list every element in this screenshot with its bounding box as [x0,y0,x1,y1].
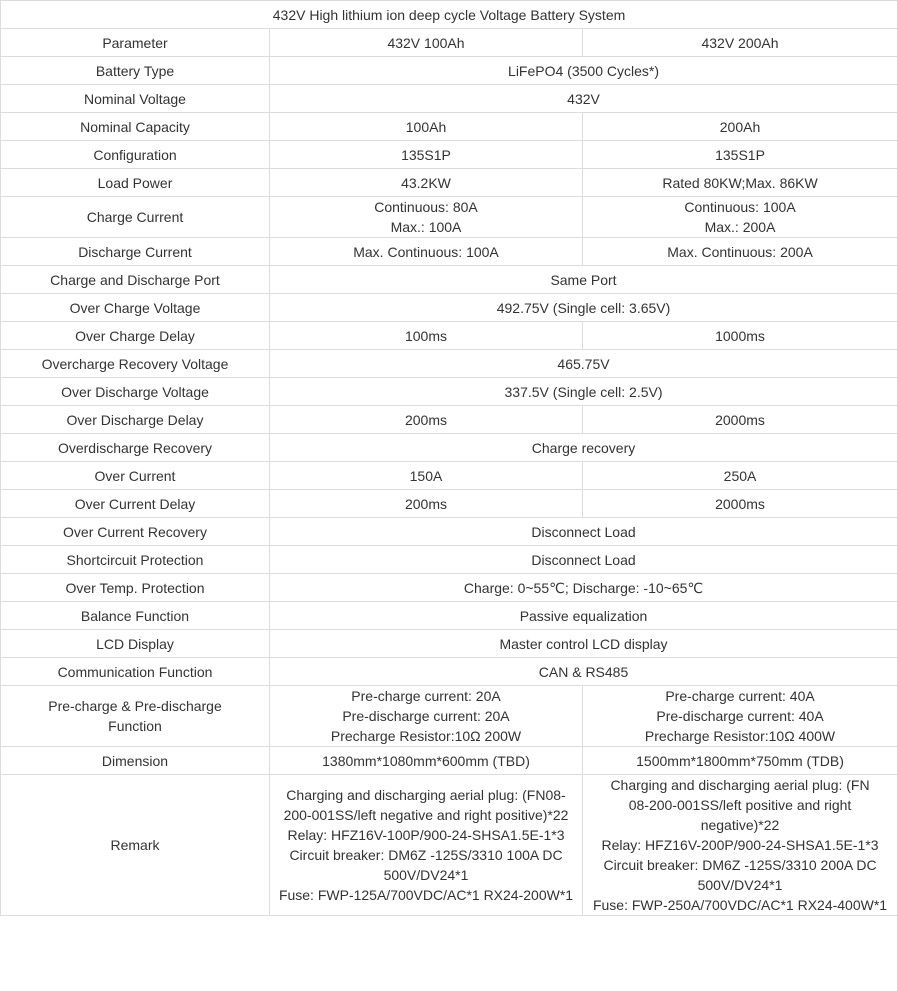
value-line: Fuse: FWP-250A/700VDC/AC*1 RX24-400W*1 [592,897,888,913]
row-label: Overdischarge Recovery [1,434,270,462]
row-label: Remark [1,775,270,916]
row-value-a [270,686,583,747]
table-row [1,574,897,602]
value-line: Circuit breaker: DM6Z -125S/3310 100A DC [289,847,563,863]
table-row [1,294,897,322]
value-line: 500V/DV24*1 [383,867,469,883]
row-shared-value: 337.5V (Single cell: 2.5V) [270,378,897,406]
table-row [1,462,897,490]
row-label: Over Charge Voltage [1,294,270,322]
table-row [1,169,897,197]
label-line: Function [108,718,162,734]
row-value-a: 100ms [270,322,583,350]
row-label: Load Power [1,169,270,197]
row-value-b: Max. Continuous: 200A [583,238,897,266]
table-row [1,141,897,169]
value-line: 08-200-001SS/left positive and right [628,797,852,813]
table-row [1,113,897,141]
value-line: 200-001SS/left negative and right positive)*22 [283,807,569,823]
row-shared-value: Master control LCD display [270,630,897,658]
row-shared-value: LiFePO4 (3500 Cycles*) [270,57,897,85]
row-shared-value: Same Port [270,266,897,294]
row-label: LCD Display [1,630,270,658]
row-label: Dimension [1,747,270,775]
table-row [1,775,897,916]
row-label: Shortcircuit Protection [1,546,270,574]
row-value-b: 1500mm*1800mm*750mm (TDB) [583,747,897,775]
row-value-b [583,686,897,747]
value-line: Pre-charge current: 20A [351,688,501,704]
row-value-a [270,197,583,238]
row-label: Charge Current [1,197,270,238]
row-value-b: 2000ms [583,490,897,518]
table-row [1,686,897,747]
row-shared-value: Charge: 0~55℃; Discharge: -10~65℃ [270,574,897,602]
row-value-b: 250A [583,462,897,490]
table-row [1,406,897,434]
label-line: Pre-charge & Pre-discharge [48,698,222,714]
value-line: Precharge Resistor:10Ω 200W [330,728,522,744]
value-line: Pre-discharge current: 40A [656,708,824,724]
value-line: Relay: HFZ16V-200P/900-24-SHSA1.5E-1*3 [601,837,879,853]
row-label: Charge and Discharge Port [1,266,270,294]
row-label: Battery Type [1,57,270,85]
row-shared-value: Disconnect Load [270,546,897,574]
row-value-a: 1380mm*1080mm*600mm (TBD) [270,747,583,775]
table-row [1,266,897,294]
table-row [1,322,897,350]
header-model-b: 432V 200Ah [583,29,897,57]
row-value-a: 100Ah [270,113,583,141]
table-row [1,546,897,574]
value-line: Charging and discharging aerial plug: (FN08- [286,787,566,803]
value-line: Charging and discharging aerial plug: (FN [610,777,870,793]
row-label: Over Discharge Voltage [1,378,270,406]
table-row [1,350,897,378]
row-value-b [583,197,897,238]
value-line: Continuous: 100A [684,199,796,215]
row-shared-value: 432V [270,85,897,113]
row-label [1,686,270,747]
table-row [1,747,897,775]
table-row [1,238,897,266]
row-value-a: Max. Continuous: 100A [270,238,583,266]
value-line: Precharge Resistor:10Ω 400W [644,728,836,744]
row-label: Over Current Recovery [1,518,270,546]
header-model-a: 432V 100Ah [270,29,583,57]
row-label: Nominal Voltage [1,85,270,113]
row-label: Over Charge Delay [1,322,270,350]
value-line: Pre-discharge current: 20A [342,708,510,724]
value-line: Max.: 100A [390,219,462,235]
row-shared-value: CAN & RS485 [270,658,897,686]
header-parameter: Parameter [1,29,270,57]
table-title: 432V High lithium ion deep cycle Voltage Battery System [1,1,897,29]
row-value-b [583,775,897,916]
row-value-a: 200ms [270,406,583,434]
row-label: Balance Function [1,602,270,630]
value-line: Fuse: FWP-125A/700VDC/AC*1 RX24-200W*1 [278,887,574,903]
value-line: 500V/DV24*1 [697,877,783,893]
row-value-a: 200ms [270,490,583,518]
row-label: Overcharge Recovery Voltage [1,350,270,378]
table-row [1,85,897,113]
row-label: Nominal Capacity [1,113,270,141]
row-label: Over Current [1,462,270,490]
row-value-b: 200Ah [583,113,897,141]
row-value-b: 2000ms [583,406,897,434]
table-row [1,197,897,238]
table-row [1,57,897,85]
value-line: Pre-charge current: 40A [665,688,815,704]
table-row [1,658,897,686]
row-label: Over Current Delay [1,490,270,518]
row-label: Configuration [1,141,270,169]
table-row [1,434,897,462]
row-value-b: Rated 80KW;Max. 86KW [583,169,897,197]
value-line: Max.: 200A [704,219,776,235]
value-line: Continuous: 80A [374,199,478,215]
row-shared-value: 465.75V [270,350,897,378]
table-row [1,378,897,406]
row-value-b: 1000ms [583,322,897,350]
value-line: Circuit breaker: DM6Z -125S/3310 200A DC [603,857,877,873]
value-line: negative)*22 [700,817,780,833]
table-row [1,630,897,658]
row-label: Over Discharge Delay [1,406,270,434]
row-label: Over Temp. Protection [1,574,270,602]
row-label: Communication Function [1,658,270,686]
row-shared-value: Charge recovery [270,434,897,462]
row-value-b: 135S1P [583,141,897,169]
title-row [1,1,897,29]
header-row [1,29,897,57]
table-row [1,602,897,630]
row-value-a [270,775,583,916]
row-value-a: 150A [270,462,583,490]
table-row [1,490,897,518]
row-shared-value: Disconnect Load [270,518,897,546]
row-label: Discharge Current [1,238,270,266]
value-line: Relay: HFZ16V-100P/900-24-SHSA1.5E-1*3 [287,827,565,843]
row-value-a: 135S1P [270,141,583,169]
row-shared-value: 492.75V (Single cell: 3.65V) [270,294,897,322]
table-row [1,518,897,546]
row-shared-value: Passive equalization [270,602,897,630]
row-value-a: 43.2KW [270,169,583,197]
